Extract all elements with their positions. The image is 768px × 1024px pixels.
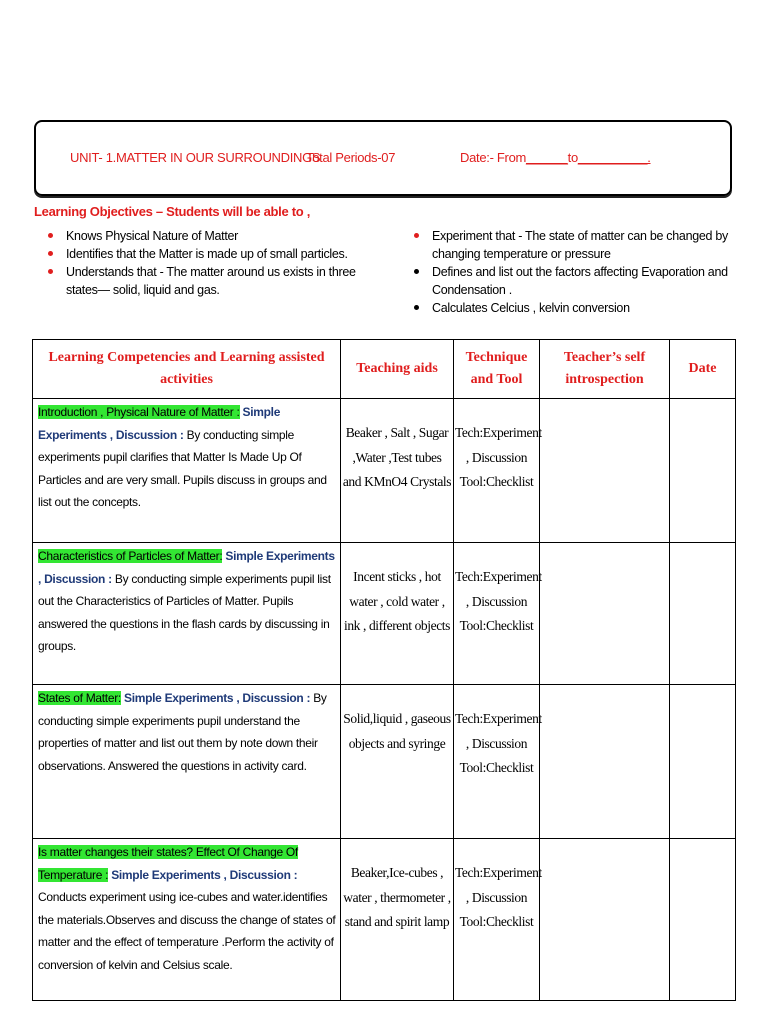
technique-cell: Tech:Experiment , Discussion Tool:Checklist bbox=[454, 543, 540, 685]
topic-highlight: Is matter changes their states? Effect Of Change Of Temperature : bbox=[38, 845, 298, 882]
objectives-left-list bbox=[34, 227, 370, 299]
introspection-cell bbox=[540, 839, 670, 1001]
activity-text: By conducting simple experiments pupil understand the properties of matter and list out them by note down their observations. Answered the questions in activity card. bbox=[38, 691, 327, 773]
method-label: Simple Experiments , Discussion : bbox=[38, 405, 281, 442]
table-row bbox=[33, 839, 736, 1001]
introspection-cell bbox=[540, 399, 670, 543]
technique-cell: Tech:Experiment , Discussion Tool:Checklist bbox=[454, 685, 540, 839]
activity-cell bbox=[33, 543, 341, 685]
objective-item: Calculates Celcius , kelvin conversion bbox=[400, 299, 740, 317]
introspection-cell bbox=[540, 685, 670, 839]
total-periods: Total Periods-07 bbox=[306, 150, 396, 165]
technique-cell: Tech:Experiment , Discussion Tool:Checklist bbox=[454, 399, 540, 543]
header-technique: Technique and Tool bbox=[454, 340, 540, 399]
date-cell bbox=[670, 543, 736, 685]
technique-cell: Tech:Experiment , Discussion Tool:Checklist bbox=[454, 839, 540, 1001]
table-header-row bbox=[33, 340, 736, 399]
method-label: Simple Experiments , Discussion : bbox=[123, 691, 311, 705]
date-range: Date:- From______to__________. bbox=[460, 150, 651, 165]
table-row bbox=[33, 399, 736, 543]
date-cell bbox=[670, 839, 736, 1001]
objective-item: Knows Physical Nature of Matter bbox=[34, 227, 370, 245]
lesson-plan-table bbox=[32, 339, 736, 1001]
activity-cell bbox=[33, 839, 341, 1001]
method-label: Simple Experiments , Discussion : bbox=[111, 867, 298, 882]
topic-highlight: Characteristics of Particles of Matter: bbox=[38, 549, 223, 563]
activity-text: By conducting simple experiments pupil list out the Characteristics of Particles of Matter. Pupils answered the questions in the flash cards by discussing in groups. bbox=[38, 571, 331, 653]
objective-item: Understands that - The matter around us exists in three states— solid, liquid and gas. bbox=[34, 263, 370, 299]
topic-highlight: Introduction , Physical Nature of Matter : bbox=[38, 405, 240, 419]
header-aids: Teaching aids bbox=[341, 340, 454, 399]
table-row bbox=[33, 543, 736, 685]
date-cell bbox=[670, 685, 736, 839]
activity-cell bbox=[33, 685, 341, 839]
activity-text: By conducting simple experiments pupil clarifies that Matter Is Made Up Of Particles and are very small. Pupils discuss in groups and list out the concepts. bbox=[38, 427, 327, 509]
aids-cell: Beaker,Ice-cubes , water , thermometer , stand and spirit lamp bbox=[341, 839, 454, 1001]
bullet-icon bbox=[414, 233, 419, 238]
objectives-title: Learning Objectives – Students will be able to , bbox=[34, 204, 310, 219]
header-activities: Learning Competencies and Learning assisted activities bbox=[33, 340, 341, 399]
objectives-right-list bbox=[400, 227, 740, 317]
topic-highlight: States of Matter: bbox=[38, 691, 121, 705]
method-label: Simple Experiments , Discussion : bbox=[38, 549, 335, 586]
aids-cell: Incent sticks , hot water , cold water , ink , different objects bbox=[341, 543, 454, 685]
bullet-icon bbox=[48, 269, 53, 274]
objective-item: Identifies that the Matter is made up of small particles. bbox=[34, 245, 370, 263]
activity-cell bbox=[33, 399, 341, 543]
introspection-cell bbox=[540, 543, 670, 685]
activity-text: Conducts experiment using ice-cubes and water.identifies the materials.Observes and discuss the change of states of matter and the effect of temperature .Perform the activity of conversion of kelvin and Celsius scale. bbox=[38, 890, 336, 972]
objective-item: Experiment that - The state of matter can be changed by changing temperature or pressure bbox=[400, 227, 740, 263]
bullet-icon bbox=[414, 305, 419, 310]
unit-header-box bbox=[34, 120, 732, 196]
header-date: Date bbox=[670, 340, 736, 399]
date-cell bbox=[670, 399, 736, 543]
aids-cell: Beaker , Salt , Sugar ,Water ,Test tubes and KMnO4 Crystals bbox=[341, 399, 454, 543]
bullet-icon bbox=[48, 233, 53, 238]
bullet-icon bbox=[48, 251, 53, 256]
bullet-icon bbox=[414, 269, 419, 274]
table-row bbox=[33, 685, 736, 839]
aids-cell: Solid,liquid , gaseous objects and syringe bbox=[341, 685, 454, 839]
objective-item: Defines and list out the factors affecting Evaporation and Condensation . bbox=[400, 263, 740, 299]
unit-title: UNIT- 1.MATTER IN OUR SURROUNDINGS bbox=[70, 150, 321, 165]
header-introspection: Teacher’s self introspection bbox=[540, 340, 670, 399]
